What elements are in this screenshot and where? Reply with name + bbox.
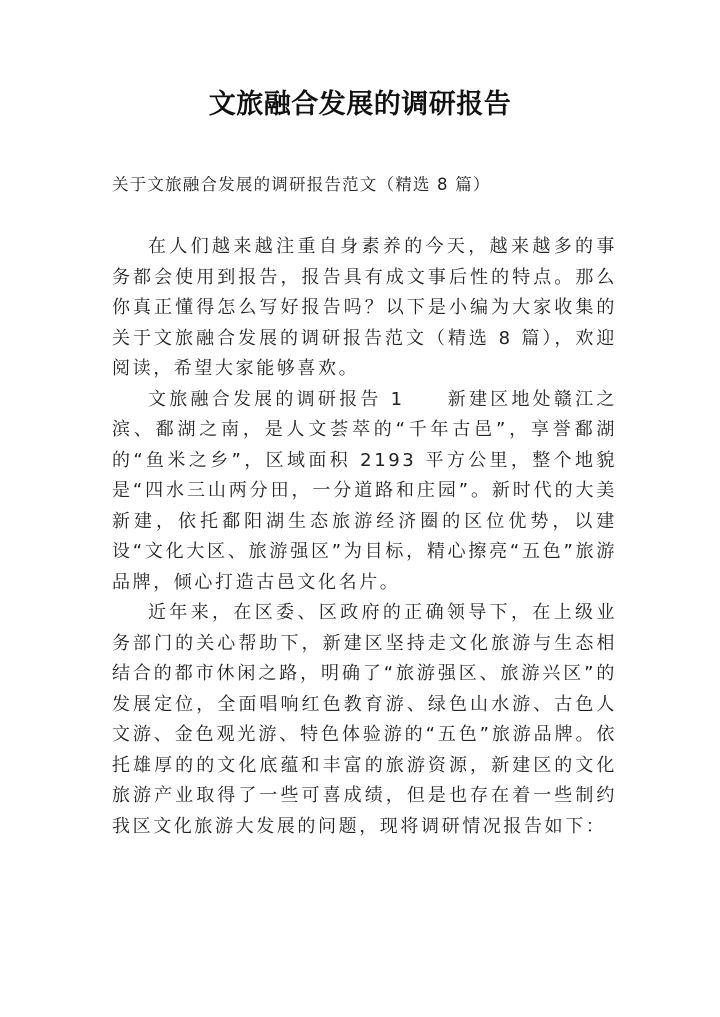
report-paragraph-2: 近年来，在区委、区政府的正确领导下，在上级业务部门的关心帮助下，新建区坚持走文化旅游与生态相结合的都市休闲之路，明确了“旅游强区、旅游兴区”的发展定位，全面唱响红色教育游、绿色山水游、古色人文游、金色观光游、特色体验游的“五色”旅游品牌。依托雄厚的的文化底蕴和丰富的旅游资源，新建区的文化旅游产业取得了一些可喜成绩，但是也存在着一些制约我区文化旅游大发展的问题，现将调研情况报告如下： — [112, 602, 617, 837]
document-body — [112, 232, 617, 842]
intro-paragraph: 在人们越来越注重自身素养的今天，越来越多的事务都会使用到报告，报告具有成文事后性的特点。那么你真正懂得怎么写好报告吗？以下是小编为大家收集的关于文旅融合发展的调研报告范文（精选 8 篇），欢迎阅读，希望大家能够喜欢。 — [112, 236, 617, 379]
document-subtitle: 关于文旅融合发展的调研报告范文（精选 8 篇） — [112, 175, 491, 194]
document-title: 文旅融合发展的调研报告 — [208, 89, 512, 120]
report-paragraph-1: 文旅融合发展的调研报告 1 新建区地处赣江之滨、鄱湖之南，是人文荟萃的“千年古邑”，享誉鄱湖的“鱼米之乡”，区域面积 2193 平方公里，整个地貌是“四水三山两分田，一分道路和庄园”。新时代的大美新建，依托鄱阳湖生态旅游经济圈的区位优势，以建设“文化大区、旅游强区”为目标，精心擦亮“五色”旅游品牌，倾心打造古邑文化名片。 — [112, 388, 617, 593]
